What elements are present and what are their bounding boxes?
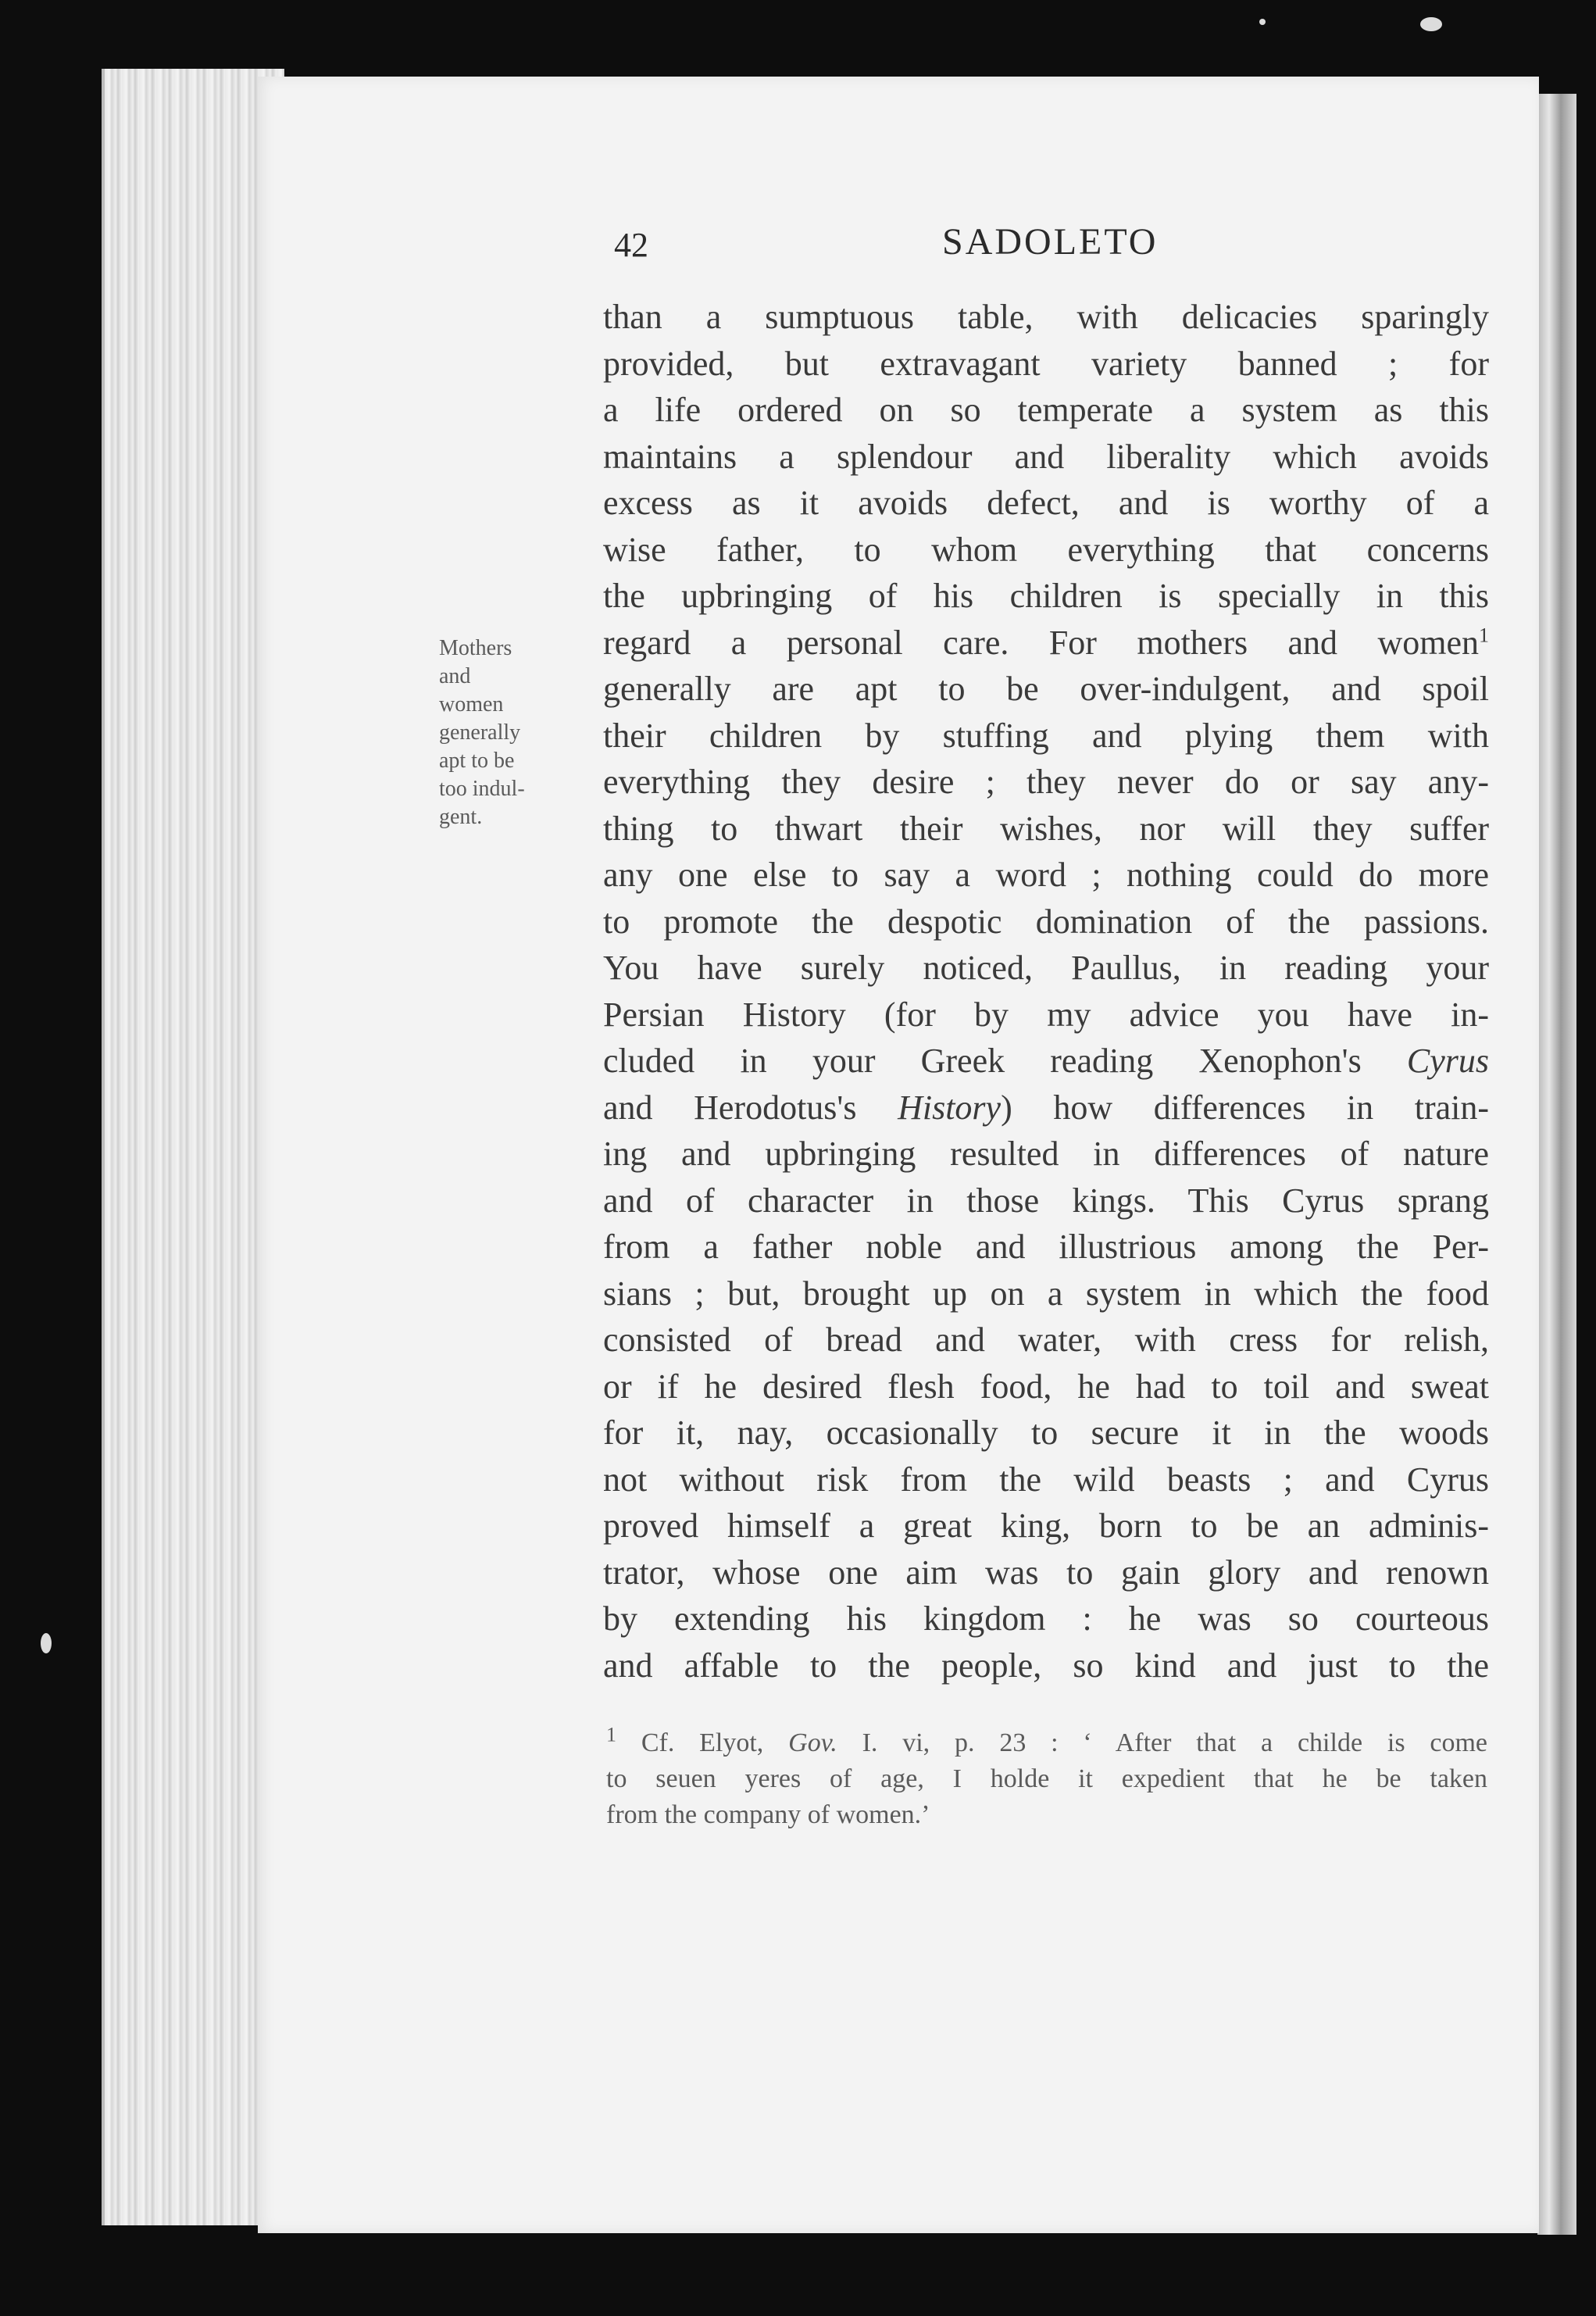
text-line: for it, nay, occasionally to secure it in the woods: [603, 1414, 1489, 1452]
text-line: a life ordered on so temperate a system as this: [603, 391, 1489, 429]
text-line: by extending his kingdom : he was so courteous: [603, 1599, 1489, 1638]
text-line-content: ) how differences in train-: [1001, 1088, 1490, 1127]
text-line-content: and Herodotus's: [603, 1088, 857, 1127]
dust-speck: [41, 1633, 52, 1653]
text-line: than a sumptuous table, with delicacies sparingly: [603, 298, 1489, 336]
marginal-note: Mothers and women generally apt to be too indul- gent.: [439, 636, 525, 829]
text-line: or if he desired flesh food, he had to toil and sweat: [603, 1367, 1489, 1406]
dust-speck: [1420, 17, 1442, 31]
text-line: their children by stuffing and plying them with: [603, 716, 1489, 755]
footnote-marker: 1: [606, 1723, 616, 1746]
text-line: from a father noble and illustrious among the Per-: [603, 1228, 1489, 1266]
text-line: wise father, to whom everything that concerns: [603, 530, 1489, 569]
text-line: [603, 1038, 1489, 1085]
italic-title-history: History: [898, 1088, 1002, 1127]
text-line: [603, 620, 1489, 667]
dust-speck: [1259, 19, 1266, 25]
footnote-italic-title: Gov.: [788, 1728, 837, 1757]
footnote: [606, 1725, 1487, 1833]
text-line: sians ; but, brought up on a system in which the food: [603, 1274, 1489, 1313]
text-line: the upbringing of his children is specially in this: [603, 577, 1489, 615]
text-line: ing and upbringing resulted in differences of nature: [603, 1135, 1489, 1173]
text-line: and affable to the people, so kind and just to the: [603, 1646, 1489, 1685]
text-line: consisted of bread and water, with cress for relish,: [603, 1321, 1489, 1359]
page-header: [614, 220, 1489, 275]
body-text: [603, 294, 1489, 1689]
page-edge-right: [1537, 94, 1576, 2235]
text-line: and of character in those kings. This Cyrus sprang: [603, 1181, 1489, 1220]
text-line: proved himself a great king, born to be an adminis-: [603, 1506, 1489, 1545]
text-line: not without risk from the wild beasts ; and Cyrus: [603, 1460, 1489, 1499]
text-line: trator, whose one aim was to gain glory and renown: [603, 1553, 1489, 1592]
text-line-content: cluded in your Greek reading Xenophon's: [603, 1042, 1362, 1080]
footnote-line: [606, 1725, 1487, 1761]
text-line: to promote the despotic domination of the passions.: [603, 902, 1489, 941]
text-line: You have surely noticed, Paullus, in reading your: [603, 949, 1489, 987]
footnote-text: I. vi, p. 23 : ‘ After that a childe is come: [862, 1728, 1487, 1757]
text-line: any one else to say a word ; nothing could do more: [603, 856, 1489, 894]
text-line: Persian History (for by my advice you have in-: [603, 995, 1489, 1034]
text-line-content: regard a personal care. For mothers and women: [603, 623, 1479, 662]
footnote-line: from the company of women.’: [606, 1800, 930, 1829]
text-line: generally are apt to be over-indulgent, and spoil: [603, 670, 1489, 708]
text-line: provided, but extravagant variety banned ; for: [603, 344, 1489, 383]
italic-title-cyrus: Cyrus: [1406, 1042, 1489, 1080]
text-line: maintains a splendour and liberality which avoids: [603, 437, 1489, 476]
stacked-page-edges-left: [102, 69, 284, 2225]
page-number: 42: [614, 226, 648, 264]
footnote-text: Cf. Elyot,: [641, 1728, 764, 1757]
text-line: [603, 1085, 1489, 1131]
text-line: excess as it avoids defect, and is worthy of a: [603, 484, 1489, 522]
footnote-line: to seuen yeres of age, I holde it expedient that he be taken: [606, 1764, 1487, 1793]
text-line: everything they desire ; they never do or say any-: [603, 763, 1489, 801]
text-line: thing to thwart their wishes, nor will they suffer: [603, 809, 1489, 848]
footnote-reference: 1: [1479, 623, 1489, 646]
running-head: SADOLETO: [942, 221, 1159, 263]
